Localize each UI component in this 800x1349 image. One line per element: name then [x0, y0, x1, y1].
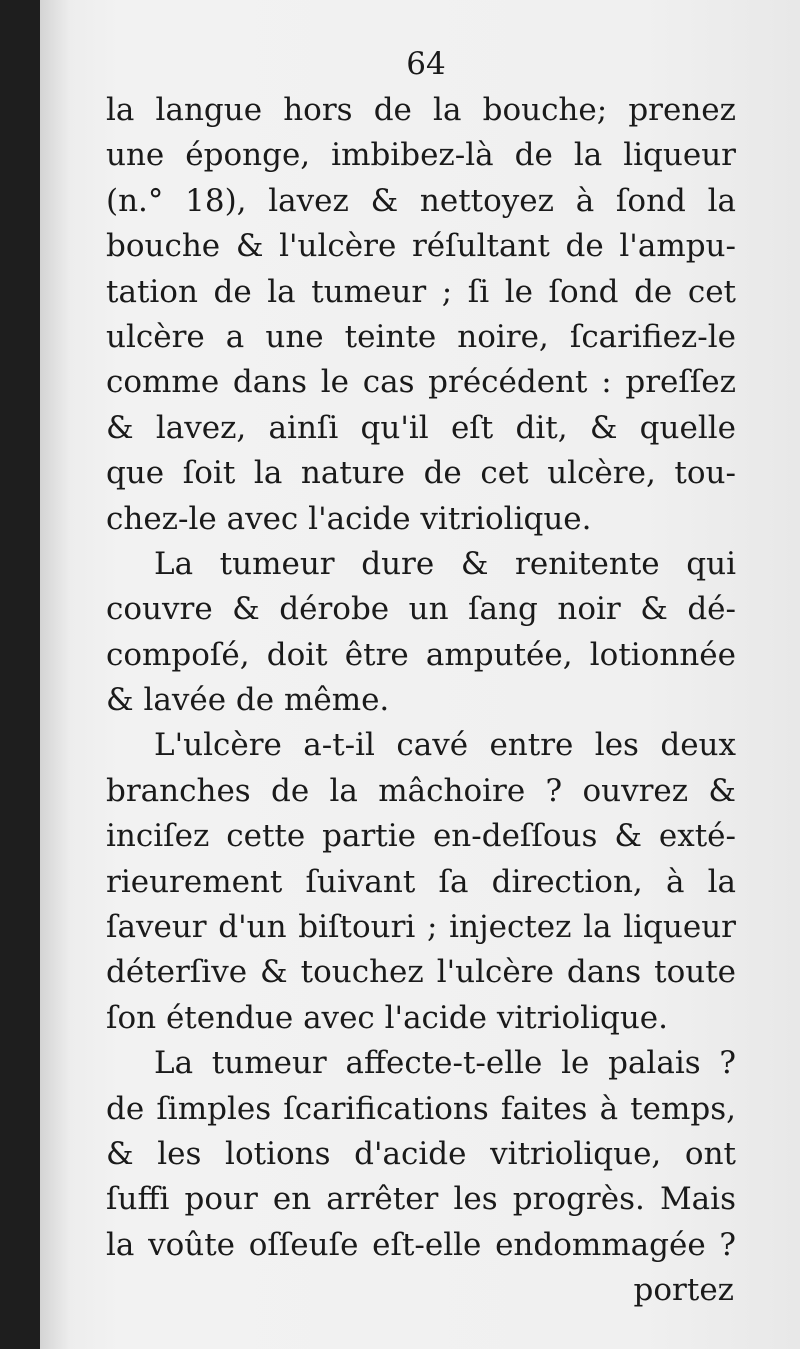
text-block	[106, 40, 736, 1313]
text-line: ſuffi pour en arrêter les progrès. Mais	[106, 1181, 736, 1218]
text-line: bouche & l'ulcère réſultant de l'ampu-	[106, 228, 736, 265]
text-line: ſaveur d'un biſtouri ; injectez la liqueur	[106, 909, 736, 946]
text-line: tation de la tumeur ; ſi le ſond de cet	[106, 273, 736, 310]
page-number: 64	[406, 46, 446, 82]
text-line: rieurement ſuivant ſa direction, à la	[106, 863, 736, 900]
text-line: & lavez, ainſi qu'il eſt dit, & quelle	[106, 409, 736, 446]
text-line: La tumeur affecte-t-elle le palais ?	[154, 1045, 736, 1082]
text-line: compoſé, doit être amputée, lotionnée	[106, 636, 736, 673]
text-line: (n.° 18), lavez & nettoyez à ſond la	[106, 182, 736, 219]
text-line: la voûte oſſeuſe eſt-elle endommagée ?	[106, 1226, 736, 1263]
body-text	[106, 88, 736, 1268]
text-line: ſon étendue avec l'acide vitriolique.	[106, 999, 668, 1036]
text-line: chez-le avec l'acide vitriolique.	[106, 500, 592, 537]
text-line: inciſez cette partie en-deſſous & exté-	[106, 818, 736, 855]
text-line: branches de la mâchoire ? ouvrez &	[106, 772, 736, 809]
catchword: portez	[633, 1272, 734, 1309]
text-line: L'ulcère a-t-il cavé entre les deux	[154, 727, 736, 764]
text-line: comme dans le cas précédent : preſſez	[106, 364, 736, 401]
text-line: & les lotions d'acide vitriolique, ont	[106, 1135, 736, 1172]
text-line: déterſive & touchez l'ulcère dans toute	[106, 954, 736, 991]
text-line: la langue hors de la bouche; prenez	[106, 92, 736, 128]
text-line: La tumeur dure & renitente qui	[154, 545, 736, 582]
text-line: ulcère a une teinte noire, ſcarifiez-le	[106, 318, 736, 355]
text-line: que ſoit la nature de cet ulcère, tou-	[106, 455, 736, 492]
text-line: de ſimples ſcarifications faites à temps,	[106, 1090, 736, 1127]
text-line: & lavée de même.	[106, 682, 390, 719]
text-line: couvre & dérobe un ſang noir & dé-	[106, 591, 736, 628]
text-line: une éponge, imbibez-là de la liqueur	[106, 137, 736, 174]
